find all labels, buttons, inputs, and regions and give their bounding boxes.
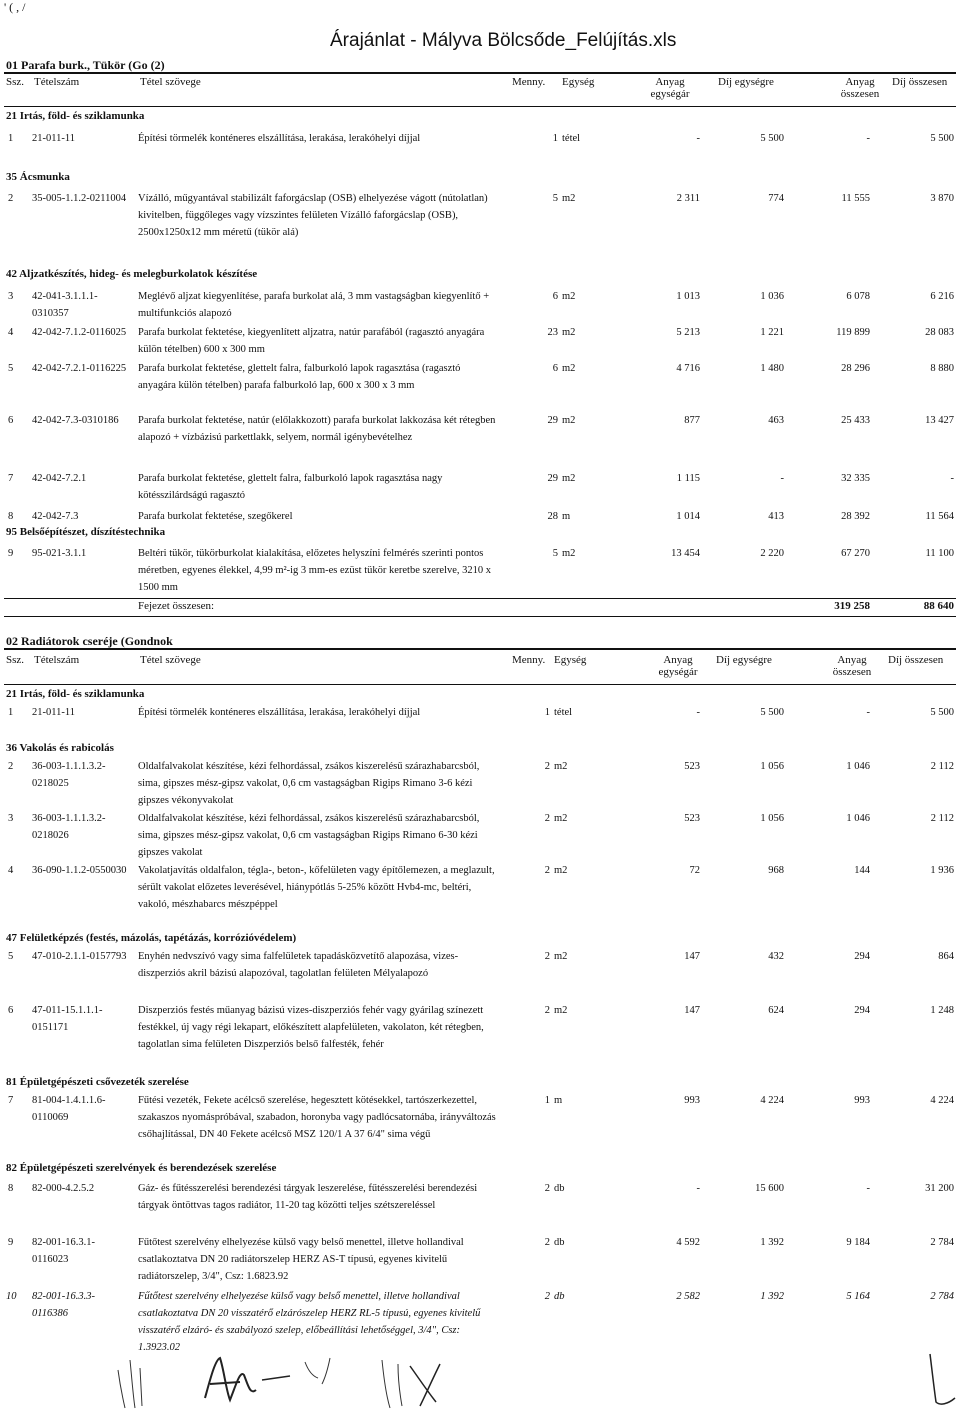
col-header-dij-egysegre: Díj egységre [718, 76, 774, 88]
signature-stroke [305, 1358, 330, 1384]
row-dij-osszesen: 5 500 [930, 707, 954, 718]
row-code: 47-010-2.1.1-0157793 [32, 951, 127, 962]
row-code: 42-042-7.3-0310186 [32, 415, 119, 426]
group-name: 81 Épületgépészeti csővezeték szerelése [6, 1076, 189, 1088]
col-header-egyseg: Egység [554, 654, 587, 666]
row-anyag-osszesen: 25 433 [841, 415, 870, 426]
row-anyag-osszesen: 28 392 [841, 511, 870, 522]
row-dij-egysegre: 1 056 [760, 813, 784, 824]
row-anyag-egysegar: - [696, 133, 700, 144]
row-desc: Gáz- és fűtésszerelési berendezési tárgyak leszerelése, fűtésszerelési berendezési tárgyak öntöttvas tagos radiátor, 11-20 tag közötti teljes szétszereléssel [138, 1183, 478, 1211]
row-dij-osszesen: 1 936 [930, 865, 954, 876]
row-code: 82-001-16.3.3-0116386 [32, 1291, 95, 1319]
row-desc: Meglévő aljzat kiegyenlítése, parafa burkolat alá, 3 mm vastagságban kiegyenlítő + multifunkciós alapozó [138, 291, 490, 319]
row-menny: 1 [544, 707, 550, 718]
row-menny: 23 [547, 327, 558, 338]
col-header-anyag-osszesen: Anyag összesen [832, 654, 872, 678]
row-desc: Vakolatjavítás oldalfalon, tégla-, beton-, kőfelületen vagy építőlemezen, a meglazult, sérült vakolat előzetes leverésével, hiánypótlás 5-25% között Hvb4-mc, beltéri, vakoló, mészhabarcs mészpéppel [138, 865, 495, 910]
section-1-top-rule [4, 72, 956, 74]
row-desc: Építési törmelék konténeres elszállítása, lerakása, lerakóhelyi díjjal [138, 133, 421, 144]
row-dij-egysegre: 2 220 [760, 548, 784, 559]
row-anyag-osszesen: 11 555 [841, 193, 870, 204]
row-dij-egysegre: 1 036 [760, 291, 784, 302]
row-anyag-osszesen: 6 078 [846, 291, 870, 302]
row-code: 42-042-7.1.2-0116025 [32, 327, 127, 338]
header-marks-text: ' ( , / [4, 0, 26, 14]
document-title: Árajánlat - Mályva Bölcsőde_Felújítás.xls [330, 30, 677, 51]
col-header-ssz: Ssz. [6, 654, 25, 666]
col-header-egyseg: Egység [562, 76, 595, 88]
row-desc: Fűtőtest szerelvény elhelyezése külső vagy belső menettel, illetve hollandival csatlakoztatva DN 20 visszatérő elzárószelep HERZ RL-5 típusú, egyenes kivitelű visszatérő elzáró- és szabályozó szelep, előbeállítási lehetőséggel, 3/4", Csz: 1.3923.02 [138, 1291, 481, 1353]
row-anyag-egysegar: 13 454 [671, 548, 700, 559]
group-name: 21 Irtás, föld- és sziklamunka [6, 688, 145, 700]
row-egyseg: m2 [554, 1005, 568, 1016]
group-name: 42 Aljzatkészítés, hideg- és melegburkolatok készítése [6, 268, 258, 280]
section-1-total-underline [4, 616, 956, 617]
row-dij-osszesen: 28 083 [925, 327, 954, 338]
row-anyag-osszesen: 993 [854, 1095, 870, 1106]
row-ssz: 2 [8, 761, 14, 772]
row-code: 35-005-1.1.2-0211004 [32, 193, 127, 204]
signature-stroke [205, 1358, 256, 1400]
row-ssz: 5 [8, 951, 14, 962]
row-dij-osszesen: 31 200 [925, 1183, 954, 1194]
row-menny: 29 [547, 473, 558, 484]
row-ssz: 1 [8, 707, 14, 718]
row-anyag-egysegar: 2 582 [676, 1291, 700, 1302]
row-menny: 5 [552, 193, 558, 204]
col-header-tetelszam: Tételszám [34, 654, 80, 666]
row-menny: 2 [544, 1005, 550, 1016]
row-ssz: 6 [8, 1005, 14, 1016]
row-anyag-osszesen: - [866, 133, 870, 144]
row-egyseg: db [554, 1183, 565, 1194]
row-menny: 6 [552, 363, 558, 374]
row-menny: 6 [552, 291, 558, 302]
row-dij-osszesen: 8 880 [930, 363, 954, 374]
row-desc: Parafa burkolat fektetése, glettelt falra, falburkoló lapok ragasztása nagy kötésszilárdságú ragasztó [138, 473, 443, 501]
row-dij-egysegre: 5 500 [760, 707, 784, 718]
col-header-ssz: Ssz. [6, 76, 25, 88]
row-anyag-egysegar: 1 115 [676, 473, 700, 484]
row-ssz: 9 [8, 1237, 14, 1248]
col-header-tetelszam: Tételszám [34, 76, 80, 88]
section-1-total-anyag: 319 258 [834, 600, 870, 612]
row-egyseg: db [554, 1237, 565, 1248]
col-header-dij-osszesen: Díj összesen [888, 654, 944, 666]
row-anyag-osszesen: 144 [854, 865, 870, 876]
row-code: 42-042-7.2.1 [32, 473, 87, 484]
header-marks [4, 0, 26, 15]
row-egyseg: m2 [562, 327, 576, 338]
row-ssz: 4 [8, 327, 14, 338]
row-code: 47-011-15.1.1.1-0151171 [32, 1005, 103, 1033]
row-menny: 2 [544, 865, 550, 876]
section-1-header-rule [4, 106, 956, 107]
row-menny: 2 [544, 1237, 550, 1248]
row-anyag-osszesen: 28 296 [841, 363, 870, 374]
row-anyag-egysegar: 523 [684, 813, 700, 824]
row-desc: Fűtőtest szerelvény elhelyezése külső vagy belső menettel, illetve hollandival csatlakoztatva DN 20 radiátorszelep HERZ AS-T típusú, egyenes kivitelű radiátorszelep, 3/4", Csz: 1.6823.92 [138, 1237, 464, 1282]
row-egyseg: m2 [562, 415, 576, 426]
row-dij-egysegre: - [780, 473, 784, 484]
signature-stroke [118, 1360, 142, 1408]
row-dij-egysegre: 15 600 [755, 1183, 784, 1194]
section-2-title: 02 Radiátorok cseréje (Gondnok [6, 634, 173, 648]
col-header-dij-osszesen: Díj összesen [892, 76, 948, 88]
row-dij-osszesen: 3 870 [930, 193, 954, 204]
group-name: 95 Belsőépítészet, díszítéstechnika [6, 526, 166, 538]
section-2-header-rule [4, 684, 956, 685]
row-anyag-osszesen: 119 899 [836, 327, 870, 338]
row-ssz: 9 [8, 548, 14, 559]
row-dij-egysegre: 1 392 [760, 1291, 784, 1302]
row-egyseg: m2 [562, 548, 576, 559]
section-1-title: 01 Parafa burk., Tükör (Go (2) [6, 58, 165, 72]
col-header-tetel: Tétel szövege [140, 76, 201, 88]
row-anyag-osszesen: 9 184 [846, 1237, 870, 1248]
row-menny: 2 [544, 951, 550, 962]
row-code: 21-011-11 [32, 707, 75, 718]
row-code: 95-021-3.1.1 [32, 548, 87, 559]
row-anyag-egysegar: 147 [684, 1005, 700, 1016]
signature-stroke [382, 1360, 402, 1408]
row-anyag-egysegar: 1 014 [676, 511, 700, 522]
row-dij-egysegre: 4 224 [760, 1095, 784, 1106]
col-header-tetel: Tétel szövege [140, 654, 201, 666]
row-code: 42-041-3.1.1.1-0310357 [32, 291, 98, 319]
row-dij-egysegre: 463 [768, 415, 784, 426]
row-anyag-osszesen: - [866, 707, 870, 718]
row-desc: Diszperziós festés műanyag bázisú vizes-diszperziós fehér vagy gyárilag színezett festékkel, új vagy régi lekapart, előkészített alapfelületen, vakolaton, két rétegben, tagolatlan sima felületen Diszperziós belső falfesték, fehér [138, 1005, 484, 1050]
row-desc: Enyhén nedvszívó vagy sima falfelületek tapadásközvetítő alapozása, vizes-diszperziós akril bázisú alapozóval, tagolatlan felületen Mélyalapozó [138, 951, 459, 979]
row-dij-egysegre: 5 500 [760, 133, 784, 144]
row-menny: 2 [544, 761, 550, 772]
row-dij-osszesen: 4 224 [930, 1095, 954, 1106]
row-anyag-egysegar: 1 013 [676, 291, 700, 302]
row-desc: Beltéri tükör, tükörburkolat kialakítása, előzetes helyszíni felmérés szerinti pontos méretben, egyenes élekkel, 4,99 m²-ig 3 mm-es ezüst tükör keretbe szerelve, 3210 x 1500 mm [138, 548, 492, 593]
row-dij-osszesen: 6 216 [930, 291, 954, 302]
section-1-total-dij: 88 640 [923, 600, 954, 612]
row-anyag-egysegar: 877 [684, 415, 700, 426]
row-dij-osszesen: 2 112 [930, 813, 954, 824]
row-ssz: 3 [8, 813, 14, 824]
signature-stroke [930, 1354, 955, 1404]
row-dij-egysegre: 1 221 [760, 327, 784, 338]
row-dij-osszesen: 1 248 [930, 1005, 954, 1016]
row-anyag-egysegar: 4 592 [676, 1237, 700, 1248]
row-ssz: 10 [6, 1291, 17, 1302]
row-desc: Parafa burkolat fektetése, szegőkerel [138, 511, 293, 522]
row-dij-osszesen: - [950, 473, 954, 484]
row-dij-egysegre: 413 [768, 511, 784, 522]
row-egyseg: tétel [562, 133, 581, 144]
row-ssz: 8 [8, 511, 14, 522]
col-header-menny: Menny. [512, 76, 546, 88]
row-desc: Vízálló, műgyantával stabilizált faforgácslap (OSB) elhelyezése vágott (nútolatlan) kivitelben, függőleges vagy vízszintes felületen Vízálló faforgácslap (OSB), 2500x1250x12 mm méretű (tükör alá) [138, 193, 488, 238]
row-egyseg: m2 [554, 813, 568, 824]
row-code: 42-042-7.3 [32, 511, 79, 522]
row-egyseg: m2 [554, 951, 568, 962]
row-code: 82-000-4.2.5.2 [32, 1183, 95, 1194]
row-menny: 1 [544, 1095, 550, 1106]
row-desc: Oldalfalvakolat készítése, kézi felhordással, zsákos kiszerelésű szárazhabarcsból, sima, gipszes mész-gipsz vakolat, 0,6 cm vastagságban Rigips Rimano 3-6 kézi gipszes vékonyvakolat [138, 761, 480, 806]
section-2-top-rule [4, 648, 956, 650]
row-desc: Oldalfalvakolat készítése, kézi felhordással, zsákos kiszerelésű szárazhabarcsból, sima, gipszes mész-gipsz vakolat, 0,6 cm vastagságban Rigips Rimano 6-30 kézi gipszes vakolat [138, 813, 480, 858]
section-1-total-rule [4, 598, 956, 599]
row-menny: 28 [547, 511, 558, 522]
signature-stroke [262, 1376, 290, 1380]
row-dij-osszesen: 5 500 [930, 133, 954, 144]
row-code: 42-042-7.2.1-0116225 [32, 363, 127, 374]
col-header-anyag-egysegar: Anyag egységár [658, 654, 698, 678]
row-ssz: 3 [8, 291, 14, 302]
row-anyag-egysegar: 2 311 [676, 193, 700, 204]
row-dij-osszesen: 13 427 [925, 415, 954, 426]
row-anyag-egysegar: - [696, 707, 700, 718]
row-ssz: 5 [8, 363, 14, 374]
row-dij-osszesen: 864 [938, 951, 954, 962]
row-menny: 2 [544, 1183, 550, 1194]
row-egyseg: m2 [562, 291, 576, 302]
row-egyseg: db [554, 1291, 565, 1302]
row-dij-egysegre: 1 392 [760, 1237, 784, 1248]
row-ssz: 8 [8, 1183, 14, 1194]
row-egyseg: m2 [554, 761, 568, 772]
row-ssz: 7 [8, 473, 14, 484]
row-code: 82-001-16.3.1-0116023 [32, 1237, 95, 1265]
row-egyseg: m2 [562, 473, 576, 484]
row-ssz: 2 [8, 193, 14, 204]
row-egyseg: m2 [554, 865, 568, 876]
row-anyag-osszesen: 1 046 [846, 813, 870, 824]
row-dij-osszesen: 2 784 [930, 1237, 954, 1248]
row-egyseg: m2 [562, 363, 576, 374]
row-egyseg: m [554, 1095, 563, 1106]
row-dij-egysegre: 1 056 [760, 761, 784, 772]
row-anyag-osszesen: 32 335 [841, 473, 870, 484]
row-dij-egysegre: 1 480 [760, 363, 784, 374]
row-ssz: 1 [8, 133, 14, 144]
row-dij-osszesen: 2 784 [930, 1291, 954, 1302]
row-dij-egysegre: 968 [768, 865, 784, 876]
row-anyag-egysegar: 72 [689, 865, 700, 876]
section-1-total-label: Fejezet összesen: [138, 600, 215, 612]
row-code: 36-003-1.1.1.3.2-0218026 [32, 813, 106, 841]
row-dij-osszesen: 11 100 [925, 548, 954, 559]
group-name: 21 Irtás, föld- és sziklamunka [6, 110, 145, 122]
row-menny: 5 [552, 548, 558, 559]
col-header-anyag-osszesen: Anyag összesen [840, 76, 880, 100]
group-name: 47 Felületképzés (festés, mázolás, tapétázás, korrózióvédelem) [6, 932, 297, 944]
row-anyag-osszesen: - [866, 1183, 870, 1194]
row-ssz: 6 [8, 415, 14, 426]
row-desc: Parafa burkolat fektetése, glettelt falra, falburkoló lapok ragasztása (ragasztó anyagára külön tételben) parafa falburkoló lap, 600 x 300 x 3 mm [138, 363, 461, 391]
row-anyag-egysegar: 993 [684, 1095, 700, 1106]
row-menny: 2 [544, 813, 550, 824]
row-code: 36-090-1.1.2-0550030 [32, 865, 127, 876]
col-header-menny: Menny. [512, 654, 546, 666]
row-code: 21-011-11 [32, 133, 75, 144]
signature-stroke [410, 1364, 440, 1406]
row-menny: 1 [552, 133, 558, 144]
row-anyag-osszesen: 294 [854, 951, 870, 962]
row-code: 36-003-1.1.1.3.2-0218025 [32, 761, 106, 789]
group-name: 35 Ácsmunka [6, 171, 70, 183]
row-anyag-egysegar: - [696, 1183, 700, 1194]
row-menny: 2 [544, 1291, 550, 1302]
col-header-dij-egysegre: Díj egységre [716, 654, 772, 666]
row-anyag-osszesen: 5 164 [846, 1291, 870, 1302]
row-dij-osszesen: 2 112 [930, 761, 954, 772]
handwritten-signature [0, 1340, 960, 1410]
row-desc: Parafa burkolat fektetése, kiegyenlített aljzatra, natúr parafából (ragasztó anyagára külön tételben) 600 x 300 mm [138, 327, 485, 355]
row-anyag-egysegar: 4 716 [676, 363, 700, 374]
row-desc: Fűtési vezeték, Fekete acélcső szerelése, hegesztett kötésekkel, tartószerkezettel, szakaszos nyomáspróbával, szabadon, horonyba vagy padlócsatornába, irányváltozás csőhajlítással, DN 40 Fekete acélcső MSZ 120/1 A 37 6/4" sima végű [138, 1095, 496, 1140]
row-dij-egysegre: 432 [768, 951, 784, 962]
group-name: 36 Vakolás és rabicolás [6, 742, 114, 754]
row-desc: Építési törmelék konténeres elszállítása, lerakása, lerakóhelyi díjjal [138, 707, 421, 718]
row-egyseg: m2 [562, 193, 576, 204]
row-anyag-egysegar: 147 [684, 951, 700, 962]
row-anyag-osszesen: 294 [854, 1005, 870, 1016]
row-ssz: 4 [8, 865, 14, 876]
row-egyseg: m [562, 511, 571, 522]
row-anyag-osszesen: 67 270 [841, 548, 870, 559]
row-desc: Parafa burkolat fektetése, natúr (előlakkozott) parafa burkolat lakkozása két rétegben alapozó + vízbázisú parkettlakk, selyem, normál igénybevételhez [138, 415, 496, 443]
row-egyseg: tétel [554, 707, 573, 718]
row-anyag-egysegar: 5 213 [676, 327, 700, 338]
row-code: 81-004-1.4.1.1.6-0110069 [32, 1095, 106, 1123]
row-dij-osszesen: 11 564 [925, 511, 954, 522]
col-header-anyag-egysegar: Anyag egységár [650, 76, 690, 100]
row-dij-egysegre: 774 [768, 193, 784, 204]
row-anyag-egysegar: 523 [684, 761, 700, 772]
row-menny: 29 [547, 415, 558, 426]
row-dij-egysegre: 624 [768, 1005, 784, 1016]
group-name: 82 Épületgépészeti szerelvények és berendezések szerelése [6, 1162, 277, 1174]
row-ssz: 7 [8, 1095, 14, 1106]
row-anyag-osszesen: 1 046 [846, 761, 870, 772]
